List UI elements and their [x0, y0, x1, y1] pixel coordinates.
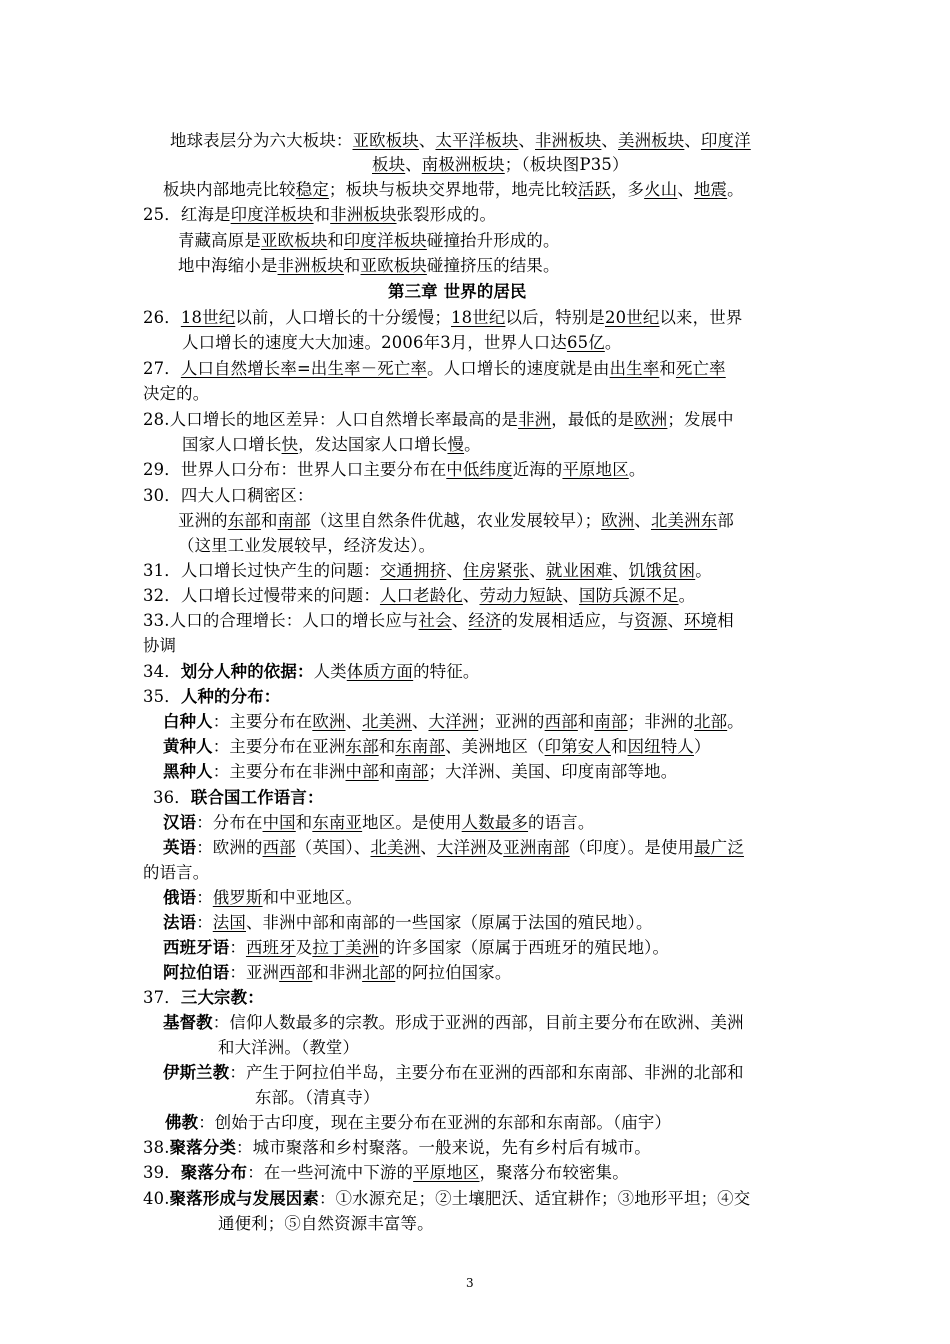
- bold-term: 法语: [163, 913, 197, 932]
- bold-term: 基督教: [163, 1013, 213, 1032]
- underlined-term: 死亡率: [675, 359, 726, 378]
- text-span: ：: [229, 938, 246, 957]
- text-line: [163, 886, 362, 910]
- underlined-term: 亚欧板块: [260, 231, 328, 250]
- text-span: 和: [659, 359, 676, 378]
- text-span: 人口增长的速度大大加速。2006年3月，世界人口达: [182, 333, 567, 352]
- underlined-term: 20世纪: [605, 308, 660, 327]
- text-span: 、: [634, 511, 651, 530]
- text-span: 34．划分人种的依据：: [143, 662, 314, 681]
- text-span: ：①水源充足；②土壤肥沃、适宜耕作；③地形平坦；④交: [319, 1189, 751, 1208]
- text-line: [178, 509, 734, 533]
- text-line: [143, 1161, 629, 1185]
- text-span: 、: [667, 611, 685, 630]
- underlined-term: 快: [281, 435, 299, 454]
- text-span: 、: [562, 586, 580, 605]
- text-span: 、非洲中部和南部的一些国家（原属于法国的殖民地）。: [245, 913, 653, 932]
- bold-term: 汉语: [163, 813, 197, 832]
- underlined-term: 18世纪: [451, 308, 506, 327]
- text-line: [178, 534, 435, 558]
- text-line: [255, 1086, 380, 1110]
- underlined-term: 南部: [277, 511, 311, 530]
- bold-term: 黄种人: [163, 737, 213, 756]
- text-span: 、: [529, 561, 546, 580]
- text-span: ：在一些河流中下游的: [247, 1163, 414, 1182]
- text-span: 。: [727, 180, 744, 199]
- text-span: 。: [604, 333, 622, 352]
- bold-term: 英语: [163, 838, 197, 857]
- text-span: 和: [611, 737, 628, 756]
- text-span: （这里自然条件优越，农业发展较早）；: [310, 511, 602, 530]
- text-span: 、: [601, 131, 618, 150]
- text-span: 、美洲地区（: [445, 737, 545, 756]
- underlined-term: 非洲板块: [277, 256, 344, 275]
- text-line: [143, 382, 209, 406]
- text-span: 碰撞抬升形成的。: [426, 231, 560, 250]
- text-span: 31．人口增长过快产生的问题：: [143, 561, 380, 580]
- text-span: 、: [684, 131, 701, 150]
- underlined-term: 北美洲东: [650, 511, 718, 530]
- bold-term: 伊斯兰教: [163, 1063, 230, 1082]
- underlined-term: 活跃: [577, 180, 611, 199]
- text-span: 。: [464, 435, 481, 454]
- text-line: [143, 861, 209, 885]
- text-line: [143, 584, 695, 608]
- text-span: 和: [327, 231, 344, 250]
- text-span: 。: [678, 586, 696, 605]
- underlined-term: 住房紧张: [462, 561, 530, 580]
- text-line: [178, 229, 560, 253]
- underlined-term: 非洲板块: [535, 131, 602, 150]
- underlined-term: 南极洲板块: [421, 155, 505, 174]
- text-span: 地球表层分为六大板块：: [170, 131, 353, 150]
- text-line: [143, 306, 742, 330]
- text-line: [165, 1111, 671, 1135]
- underlined-term: 非洲: [518, 410, 552, 429]
- text-span: 东部。（清真寺）: [255, 1088, 380, 1107]
- underlined-term: 亚欧板块: [352, 131, 419, 150]
- text-span: 29．世界人口分布：世界人口主要分布在: [143, 460, 447, 479]
- underlined-term: 65亿: [566, 333, 605, 352]
- underlined-term: 西部: [279, 963, 313, 982]
- text-span: 、: [451, 611, 469, 630]
- underlined-term: 慢: [447, 435, 465, 454]
- text-span: ：创始于古印度，现在主要分布在亚洲的东部和东南部。（庙宇）: [198, 1113, 672, 1132]
- underlined-term: 亚洲南部: [503, 838, 570, 857]
- underlined-term: 法国: [212, 913, 246, 932]
- underlined-term: 国防兵源不足: [579, 586, 679, 605]
- underlined-term: 18世纪: [180, 308, 236, 327]
- text-span: 以后，特别是: [505, 308, 605, 327]
- underlined-term: 美洲板块: [617, 131, 685, 150]
- text-span: 37．三大宗教：: [143, 988, 264, 1007]
- text-line: [143, 559, 712, 583]
- text-line: [143, 986, 264, 1010]
- underlined-term: 非洲板块: [330, 205, 397, 224]
- text-span: 的特征。: [413, 662, 480, 681]
- text-span: 39．聚落分布: [143, 1163, 248, 1182]
- text-span: 及: [486, 838, 504, 857]
- text-span: ：: [196, 888, 213, 907]
- underlined-term: 大洋洲: [428, 712, 479, 731]
- underlined-term: 因纽特人: [627, 737, 694, 756]
- text-line: [143, 1136, 651, 1160]
- underlined-term: 东南亚: [312, 813, 363, 832]
- text-span: 通便利；⑤自然资源丰富等。: [218, 1214, 434, 1233]
- text-span: ；（板块图P35）: [504, 155, 629, 174]
- text-span: 。: [628, 460, 646, 479]
- text-span: 和: [260, 511, 278, 530]
- text-line: [163, 710, 744, 734]
- underlined-term: 太平洋板块: [435, 131, 519, 150]
- text-line: [218, 1036, 359, 1060]
- text-span: 地中海缩小是: [178, 256, 278, 275]
- text-span: 33.人口的合理增长：人口的增长应与: [143, 611, 419, 630]
- text-span: ：信仰人数最多的宗教。形成于亚洲的西部，目前主要分布在欧洲、美洲: [212, 1013, 744, 1032]
- text-span: 亚洲的: [178, 511, 228, 530]
- text-line: [143, 609, 734, 633]
- text-span: ：主要分布在亚洲: [212, 737, 346, 756]
- text-span: 和: [378, 762, 396, 781]
- text-line: [143, 660, 480, 684]
- text-span: 决定的。: [143, 384, 210, 403]
- text-line: [143, 408, 734, 432]
- text-line: [182, 433, 481, 457]
- text-span: ；大洋洲、美国、印度南部等地。: [428, 762, 678, 781]
- text-span: ：: [196, 913, 213, 932]
- bold-term: 阿拉伯语: [163, 963, 230, 982]
- text-span: 38.聚落分类: [143, 1138, 237, 1157]
- underlined-term: 北美洲: [362, 712, 412, 731]
- underlined-term: 饥饿贫困: [628, 561, 696, 580]
- underlined-term: 稳定: [295, 180, 329, 199]
- underlined-term: 人数最多: [461, 813, 529, 832]
- text-span: 板块内部地壳比较: [163, 180, 296, 199]
- underlined-term: 资源: [634, 611, 668, 630]
- text-line: [163, 936, 669, 960]
- underlined-term: 社会: [418, 611, 452, 630]
- underlined-term: 环境: [684, 611, 718, 630]
- text-span: ：产生于阿拉伯半岛，主要分布在亚洲的西部和东南部、非洲的北部和: [229, 1063, 744, 1082]
- underlined-term: 东南部: [395, 737, 446, 756]
- underlined-term: 印第安人: [544, 737, 611, 756]
- underlined-term: 东部: [227, 511, 261, 530]
- text-span: 国家人口增长: [182, 435, 282, 454]
- text-span: 35．人种的分布：: [143, 687, 281, 706]
- text-line: [143, 685, 280, 709]
- text-span: 。: [695, 561, 712, 580]
- underlined-term: 俄罗斯: [212, 888, 263, 907]
- underlined-term: 中部: [345, 762, 379, 781]
- text-line: [143, 458, 645, 482]
- text-span: 32．人口增长过慢带来的问题：: [143, 586, 380, 605]
- text-line: [163, 1061, 744, 1085]
- text-span: 地区。是使用: [362, 813, 462, 832]
- text-span: 和大洋洲。（教堂）: [218, 1038, 360, 1057]
- underlined-term: 南部: [395, 762, 429, 781]
- underlined-term: 平原地区: [413, 1163, 480, 1182]
- text-line: [170, 129, 751, 153]
- text-span: 第三章 世界的居民: [388, 282, 527, 301]
- text-line: [163, 961, 511, 985]
- text-span: ：欧洲的: [196, 838, 263, 857]
- text-span: 30．四大人口稠密区：: [143, 486, 314, 505]
- text-span: ；非洲的: [627, 712, 694, 731]
- underlined-term: 印度洋板块: [230, 205, 314, 224]
- underlined-term: 北部: [362, 963, 396, 982]
- text-span: 、: [518, 131, 536, 150]
- underlined-term: 就业困难: [545, 561, 613, 580]
- text-line: [163, 735, 711, 759]
- underlined-term: 北美洲: [370, 838, 421, 857]
- text-span: 、: [462, 586, 480, 605]
- text-span: ，多: [610, 180, 645, 199]
- underlined-term: 欧洲: [634, 410, 668, 429]
- text-line: [163, 178, 744, 202]
- text-line: [163, 911, 653, 935]
- text-line: [182, 331, 621, 355]
- text-span: 张裂形成的。: [396, 205, 497, 224]
- text-line: [143, 203, 496, 227]
- underlined-term: 印度洋板块: [343, 231, 427, 250]
- bold-term: 佛教: [165, 1113, 199, 1132]
- text-span: 和中亚地区。: [262, 888, 363, 907]
- text-line: [163, 836, 744, 860]
- underlined-term: 出生率: [609, 359, 660, 378]
- text-span: 、: [420, 838, 437, 857]
- text-span: 36．联合国工作语言：: [153, 788, 324, 807]
- text-span: ，聚落分布较密集。: [479, 1163, 629, 1182]
- text-span: ；亚洲的: [478, 712, 545, 731]
- text-span: 的阿拉伯国家。: [395, 963, 512, 982]
- text-span: ：主要分布在: [212, 712, 313, 731]
- text-span: 部: [717, 511, 734, 530]
- text-span: 40.聚落形成与发展因素: [143, 1189, 319, 1208]
- underlined-term: 大洋洲: [436, 838, 487, 857]
- text-span: 、: [418, 131, 436, 150]
- text-span: 26．: [143, 308, 181, 327]
- underlined-term: 印度洋: [700, 131, 751, 150]
- underlined-term: 体质方面: [346, 662, 414, 681]
- text-span: 以来，世界: [659, 308, 743, 327]
- text-span: 27．: [143, 359, 181, 378]
- underlined-term: 亚欧板块: [360, 256, 427, 275]
- bold-term: 黑种人: [163, 762, 213, 781]
- underlined-term: 劳动力短缺: [479, 586, 563, 605]
- text-span: 协调: [143, 636, 177, 655]
- underlined-term: 西部: [262, 838, 296, 857]
- underlined-term: 中低纬度: [446, 460, 513, 479]
- underlined-term: 火山: [644, 180, 678, 199]
- text-span: 25．红海是: [143, 205, 231, 224]
- underlined-term: 南部: [594, 712, 628, 731]
- text-span: ；发展中: [667, 410, 734, 429]
- underlined-term: 欧洲: [312, 712, 346, 731]
- underlined-term: 西班牙: [245, 938, 296, 957]
- chapter-heading: [388, 280, 527, 304]
- text-line: [153, 786, 324, 810]
- underlined-term: 交通拥挤: [379, 561, 447, 580]
- underlined-term: 欧洲: [601, 511, 635, 530]
- text-span: 和: [295, 813, 313, 832]
- text-span: 和: [378, 737, 396, 756]
- underlined-term: 拉丁美洲: [312, 938, 379, 957]
- text-span: 以前，人口增长的十分缓慢；: [235, 308, 451, 327]
- text-span: 青藏高原是: [178, 231, 261, 250]
- underlined-term: 地震: [693, 180, 728, 199]
- underlined-term: 东部: [345, 737, 379, 756]
- text-line: [143, 1187, 750, 1211]
- underlined-term: 人口老龄化: [379, 586, 463, 605]
- text-span: ，最低的是: [551, 410, 635, 429]
- text-span: ：亚洲: [229, 963, 280, 982]
- text-line: [143, 357, 726, 381]
- text-line: [143, 484, 314, 508]
- text-line: [218, 1212, 434, 1236]
- text-line: [143, 634, 176, 658]
- text-span: （英国）、: [295, 838, 371, 857]
- bold-term: 白种人: [163, 712, 213, 731]
- underlined-term: 中国: [262, 813, 296, 832]
- text-span: ：分布在: [196, 813, 263, 832]
- text-span: 、: [411, 712, 429, 731]
- text-span: 、: [677, 180, 694, 199]
- underlined-term: 人口自然增长率=出生率－死亡率: [180, 359, 428, 378]
- underlined-term: 最广泛: [694, 838, 744, 857]
- underlined-term: 板块: [372, 155, 406, 174]
- text-span: ：城市聚落和乡村聚落。一般来说，先有乡村后有城市。: [236, 1138, 651, 1157]
- text-line: [178, 254, 560, 278]
- text-span: 和: [343, 256, 361, 275]
- text-span: 相: [717, 611, 734, 630]
- text-line: [372, 153, 629, 177]
- text-span: （这里工业发展较早，经济发达）。: [178, 536, 436, 555]
- text-span: 、: [405, 155, 422, 174]
- text-span: 近海的: [512, 460, 563, 479]
- text-span: 碰撞挤压的结果。: [426, 256, 560, 275]
- page-number: 3: [466, 1276, 474, 1290]
- text-span: 。: [727, 712, 744, 731]
- underlined-term: 经济: [468, 611, 502, 630]
- text-span: 的语言。: [528, 813, 595, 832]
- text-span: 和非洲: [312, 963, 363, 982]
- text-span: 。人口增长的速度就是由: [427, 359, 610, 378]
- underlined-term: 平原地区: [562, 460, 629, 479]
- text-line: [163, 811, 594, 835]
- text-span: 、: [612, 561, 629, 580]
- text-span: ：主要分布在非洲: [212, 762, 346, 781]
- text-span: 和: [313, 205, 331, 224]
- text-span: 的发展相适应，与: [501, 611, 635, 630]
- bold-term: 西班牙语: [163, 938, 230, 957]
- text-span: 和: [577, 712, 595, 731]
- text-span: （印度）。是使用: [569, 838, 695, 857]
- text-line: [163, 1011, 744, 1035]
- text-span: ）: [693, 737, 711, 756]
- text-span: 的许多国家（原属于西班牙的殖民地）。: [378, 938, 670, 957]
- text-span: ；板块与板块交界地带，地壳比较: [328, 180, 578, 199]
- text-line: [163, 760, 677, 784]
- text-span: 、: [446, 561, 463, 580]
- text-span: 28.人口增长的地区差异：人口自然增长率最高的是: [143, 410, 519, 429]
- bold-term: 俄语: [163, 888, 197, 907]
- text-span: 、: [345, 712, 363, 731]
- text-span: ，发达国家人口增长: [298, 435, 448, 454]
- underlined-term: 北部: [693, 712, 728, 731]
- underlined-term: 西部: [544, 712, 578, 731]
- text-span: 及: [295, 938, 313, 957]
- text-span: 的语言。: [143, 863, 210, 882]
- text-span: 人类: [313, 662, 347, 681]
